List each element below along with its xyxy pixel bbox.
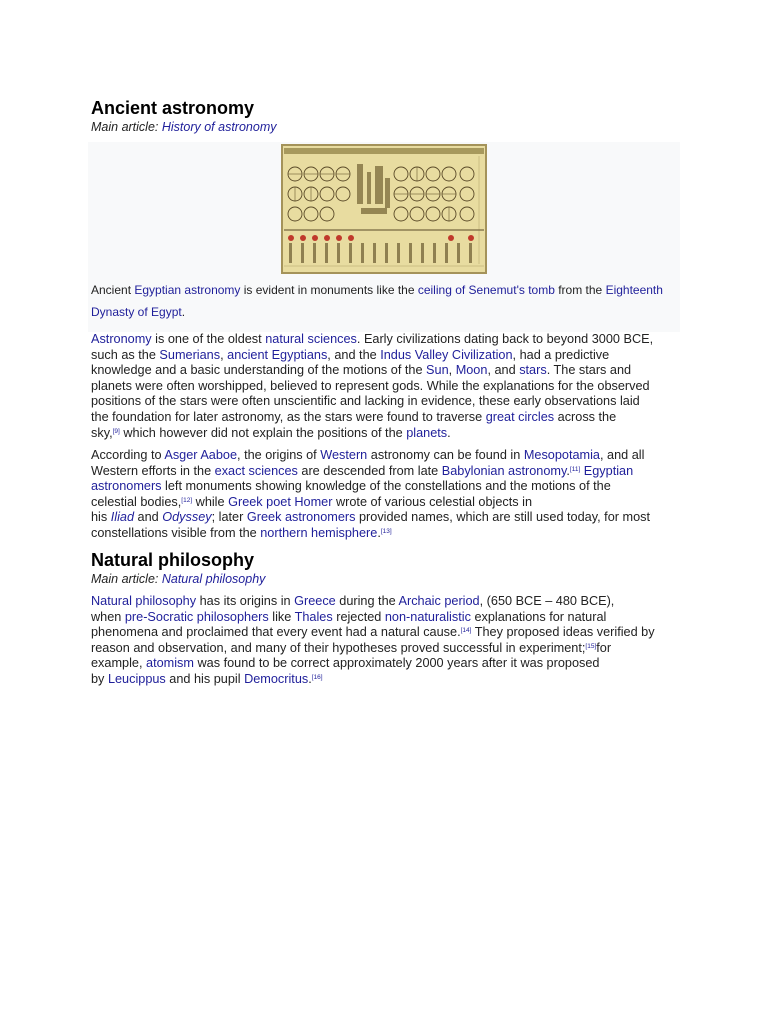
link-atomism[interactable]: atomism <box>146 656 194 671</box>
section-heading-natural-philosophy: Natural philosophy <box>91 550 255 570</box>
link-natural-philosophy-main[interactable]: Natural philosophy <box>161 572 266 586</box>
link-asger-aaboe[interactable]: Asger Aaboe <box>164 448 238 462</box>
paragraph-astronomy-intro: Astronomy is one of the oldest natural sciences. Early civilizations dating back to beyond 3000 BCE, such as the Sumerians, ancient Egyptians, and the Indus Valley Civilization, had a predictive knowledge and a basic understanding of the motions of the Sun, Moon, and stars. The stars and planets were often worshipped, believed to represent gods. While the explanations for the observed positions of the stars were often unscientific and lacking in evidence, these early observations laid the foundation for later astronomy, as the stars were found to traverse great circles across the sky,[9] which however did not explain the positions of the planets. <box>91 332 654 440</box>
hatnote-main-article-2: Main article: Natural philosophy <box>91 572 266 586</box>
citation-13[interactable]: [13] <box>380 527 392 535</box>
link-dynasty-of-egypt[interactable]: Dynasty of Egypt <box>91 305 182 319</box>
section-heading-ancient-astronomy: Ancient astronomy <box>91 98 255 118</box>
link-ancient-egyptians[interactable]: ancient Egyptians <box>227 347 328 362</box>
link-astronomy[interactable]: Astronomy <box>91 332 152 346</box>
link-ceiling-of-senemuts-tomb[interactable]: ceiling of Senemut's tomb <box>417 283 555 297</box>
link-eighteenth-dynasty[interactable]: Eighteenth <box>605 283 663 297</box>
link-thales[interactable]: Thales <box>294 609 333 624</box>
link-democritus[interactable]: Democritus <box>244 671 309 686</box>
link-northern-hemisphere[interactable]: northern hemisphere <box>260 525 378 540</box>
link-odyssey[interactable]: Odyssey <box>162 510 212 525</box>
paragraph-natural-philosophy: Natural philosophy has its origins in Greece during the Archaic period, (650 BCE – 480 BCE), when pre-Socratic philosophers like Thales rejected non-naturalistic explanations for natural phenomena and proclaimed that every event had a natural cause.[14] They proposed ideas verified by reason and observation, and many of their hypotheses proved successful in experiment;[15]for example, atomism was found to be correct approximately 2000 years after it was proposed by Leucippus and his pupil Democritus.[16] <box>91 594 655 686</box>
citation-11[interactable]: [11] <box>569 465 581 473</box>
link-greek-astronomers[interactable]: Greek astronomers <box>246 510 356 525</box>
figure-caption: Ancient Egyptian astronomy is evident in monuments like the ceiling of Senemut's tomb from the Eighteenth Dynasty of Egypt. <box>91 283 663 319</box>
link-exact-sciences[interactable]: exact sciences <box>214 463 298 478</box>
link-egyptian-astronomers[interactable]: Egyptian <box>583 463 634 478</box>
link-pre-socratic-philosophers[interactable]: pre-Socratic philosophers <box>124 609 269 624</box>
link-western[interactable]: Western <box>320 448 368 462</box>
link-natural-sciences[interactable]: natural sciences <box>265 332 357 346</box>
citation-12[interactable]: [12] <box>181 496 193 504</box>
citation-14[interactable]: [14] <box>460 627 472 635</box>
egyptian-ceiling-image[interactable] <box>281 144 487 274</box>
link-history-of-astronomy[interactable]: History of astronomy <box>161 120 277 134</box>
link-great-circles[interactable]: great circles <box>485 409 555 424</box>
link-archaic-period[interactable]: Archaic period <box>398 594 480 608</box>
link-sumerians[interactable]: Sumerians <box>159 347 221 362</box>
link-astronomers[interactable]: astronomers <box>91 479 162 494</box>
link-greece[interactable]: Greece <box>294 594 336 608</box>
link-greek-poet-homer[interactable]: Greek poet Homer <box>228 494 333 509</box>
paragraph-astronomy-origins: According to Asger Aaboe, the origins of Western astronomy can be found in Mesopotamia, and all Western efforts in the exact sciences are descended from late Babylonian astronomy.[11] Egyptian astronomers left monuments showing knowledge of the constellations and the motions of the celestial bodies,[12] while Greek poet Homer wrote of various celestial objects in his Iliad and Odyssey; later Greek astronomers provided names, which are still used today, for most constellations visible from the northern hemisphere.[13] <box>91 448 650 540</box>
hatnote-main-article: Main article: History of astronomy <box>91 120 277 134</box>
link-babylonian-astronomy[interactable]: Babylonian astronomy <box>441 463 567 478</box>
link-non-naturalistic[interactable]: non-naturalistic <box>384 609 471 624</box>
link-planets[interactable]: planets <box>406 425 448 440</box>
link-leucippus[interactable]: Leucippus <box>107 671 166 686</box>
link-indus-valley-civilization[interactable]: Indus Valley Civilization <box>380 347 513 362</box>
figure-box <box>88 142 680 332</box>
citation-16[interactable]: [16] <box>311 673 323 681</box>
link-moon[interactable]: Moon <box>455 363 488 378</box>
link-iliad[interactable]: Iliad <box>110 510 135 525</box>
citation-15[interactable]: [15] <box>585 642 597 650</box>
link-natural-philosophy[interactable]: Natural philosophy <box>91 594 197 608</box>
link-sun[interactable]: Sun <box>426 363 449 378</box>
citation-9[interactable]: [9] <box>112 427 120 435</box>
link-egyptian-astronomy[interactable]: Egyptian astronomy <box>134 283 241 297</box>
link-mesopotamia[interactable]: Mesopotamia <box>523 448 600 462</box>
link-stars[interactable]: stars <box>519 363 547 378</box>
